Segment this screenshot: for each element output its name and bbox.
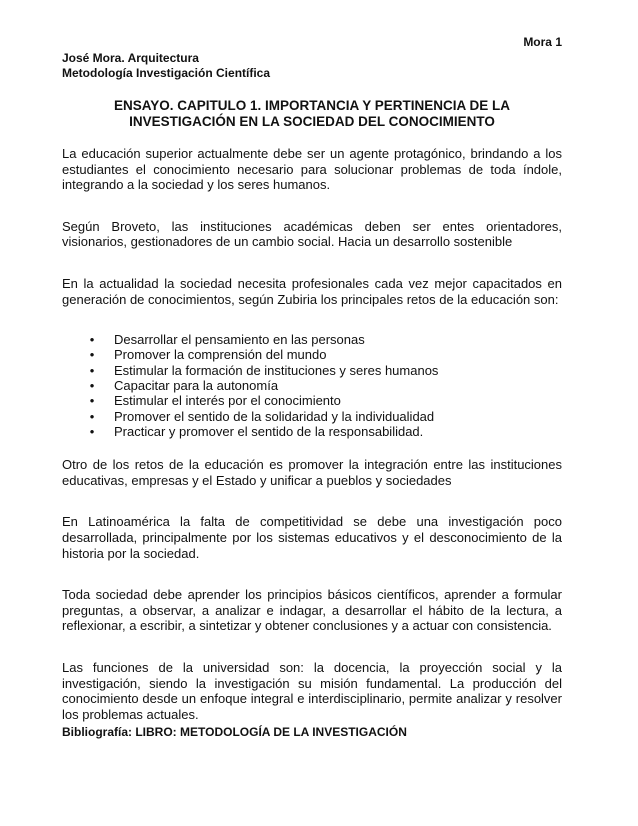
bullet-icon: • xyxy=(89,332,95,348)
course-line: Metodología Investigación Científica xyxy=(62,66,271,80)
list-item xyxy=(86,363,562,378)
bullet-icon: • xyxy=(89,393,95,409)
paragraph-5: En Latinoamérica la falta de competitividad se debe una investigación poco desarrollada, principalmente por los sistemas educativos y el desconocimiento de la historia por la sociedad. xyxy=(62,514,562,561)
paragraph-6: Toda sociedad debe aprender los principios básicos científicos, aprender a formular preguntas, a observar, a analizar e indagar, a desarrollar el hábito de la lectura, a reflexionar, a escribir, a sintetizar y obtener conclusiones y a actuar con consistencia. xyxy=(62,587,562,634)
list-item-text: Desarrollar el pensamiento en las personas xyxy=(114,332,365,348)
list-item xyxy=(86,378,562,393)
essay-title: ENSAYO. CAPITULO 1. IMPORTANCIA Y PERTINENCIA DE LA INVESTIGACIÓN EN LA SOCIEDAD DEL CONOCIMIENTO xyxy=(113,98,511,129)
paragraph-2: Según Broveto, las instituciones académicas deben ser entes orientadores, visionarios, gestionadores de un cambio social. Hacia un desarrollo sostenible xyxy=(62,218,562,250)
bullet-icon: • xyxy=(89,362,95,378)
author-line: José Mora. Arquitectura xyxy=(62,51,199,65)
list-item xyxy=(86,347,562,362)
list-item xyxy=(86,424,562,439)
bibliography: Bibliografía: LIBRO: METODOLOGÍA DE LA INVESTIGACIÓN xyxy=(62,725,407,740)
list-item xyxy=(86,393,562,408)
bullet-icon: • xyxy=(89,347,95,363)
paragraph-3: En la actualidad la sociedad necesita profesionales cada vez mejor capacitados en generación de conocimientos, según Zubiria los principales retos de la educación son: xyxy=(62,275,562,307)
list-item-text: Estimular el interés por el conocimiento xyxy=(114,393,341,409)
list-item xyxy=(86,409,562,424)
paragraph-1: La educación superior actualmente debe ser un agente protagónico, brindando a los estudiantes el conocimiento necesario para solucionar problemas de toda índole, integrando a la sociedad y los seres humanos. xyxy=(62,146,562,193)
list-item-text: Promover la comprensión del mundo xyxy=(114,347,327,363)
bullet-icon: • xyxy=(89,423,95,439)
running-head: Mora 1 xyxy=(523,35,562,49)
list-item-text: Promover el sentido de la solidaridad y la individualidad xyxy=(114,408,435,424)
paragraph-7: Las funciones de la universidad son: la docencia, la proyección social y la investigación, siendo la investigación su misión fundamental. La producción del conocimiento desde un enfoque integral e interdisciplinario, permite analizar y resolver los problemas actuales. xyxy=(62,659,562,722)
bullet-icon: • xyxy=(89,378,95,394)
retos-list xyxy=(62,332,562,439)
list-item-text: Practicar y promover el sentido de la responsabilidad. xyxy=(114,423,424,439)
list-item-text: Capacitar para la autonomía xyxy=(114,378,279,394)
list-item xyxy=(86,332,562,347)
list-item-text: Estimular la formación de instituciones y seres humanos xyxy=(114,362,439,378)
paragraph-4: Otro de los retos de la educación es promover la integración entre las instituciones educativas, empresas y el Estado y unificar a pueblos y sociedades xyxy=(62,457,562,488)
bullet-icon: • xyxy=(89,408,95,424)
